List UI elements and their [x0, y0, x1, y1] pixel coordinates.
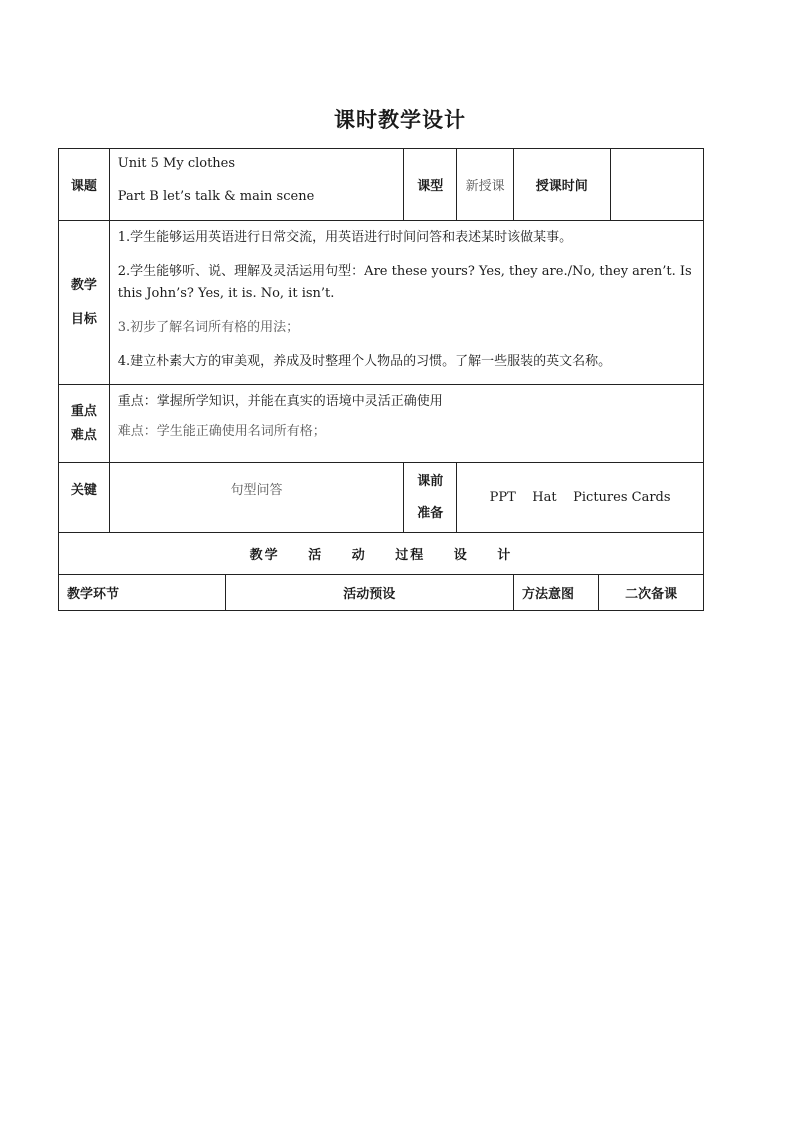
time-value [610, 149, 703, 221]
prep-label-line-1: 课前 [417, 473, 444, 489]
topic-label: 课题 [59, 149, 110, 221]
key-points-label-line-1: 重点 [70, 403, 97, 419]
prep-label [404, 463, 457, 533]
topic-line-2: Part B let’s talk & main scene [117, 189, 315, 204]
preparation-row [59, 463, 704, 533]
key-point-text: 重点：掌握所学知识，并能在真实的语境中灵活正确使用 [117, 394, 443, 409]
key-points-row [59, 385, 704, 463]
process-heading-row [59, 533, 704, 575]
process-col-method: 方法意图 [514, 575, 599, 611]
page-title: 课时教学设计 [334, 107, 466, 132]
objective-item: 2.学生能够听、说、理解及灵活运用句型：Are these yours? Yes, they are./No, they aren’t. Is this John’s? Yes, it is. No, it isn’t. [117, 264, 692, 301]
key-label: 关键 [59, 463, 110, 533]
key-points-content [109, 385, 703, 463]
difficulty-text: 难点：学生能正确使用名词所有格； [117, 424, 326, 439]
key-points-label [59, 385, 110, 463]
objective-item: 1.学生能够运用英语进行日常交流，用英语进行时间问答和表述某时该做某事。 [117, 230, 573, 245]
objectives-row [59, 221, 704, 385]
prep-label-line-2: 准备 [417, 505, 444, 521]
objectives-label-line-1: 教学 [70, 277, 97, 293]
type-label: 课型 [404, 149, 457, 221]
key-points-label-line-2: 难点 [70, 427, 97, 443]
objectives-label [59, 221, 110, 385]
prep-value: PPT Hat Pictures Cards [457, 463, 704, 533]
topic-line-1: Unit 5 My clothes [117, 156, 236, 171]
process-columns-row [59, 575, 704, 611]
objective-item: 3.初步了解名词所有格的用法； [117, 320, 300, 335]
objectives-list [109, 221, 703, 385]
key-value: 句型问答 [109, 463, 404, 533]
process-col-activity: 活动预设 [225, 575, 513, 611]
type-value: 新授课 [457, 149, 514, 221]
time-label: 授课时间 [514, 149, 611, 221]
objectives-label-line-2: 目标 [70, 311, 97, 327]
topic-row [59, 149, 704, 221]
topic-value-cell [109, 149, 404, 221]
process-col-revision: 二次备课 [599, 575, 704, 611]
process-heading: 教学 活 动 过程 设 计 [59, 533, 704, 575]
process-col-stage: 教学环节 [59, 575, 226, 611]
objective-item: 4.建立朴素大方的审美观，养成及时整理个人物品的习惯。了解一些服装的英文名称。 [117, 354, 612, 369]
lesson-plan-table [58, 148, 704, 611]
